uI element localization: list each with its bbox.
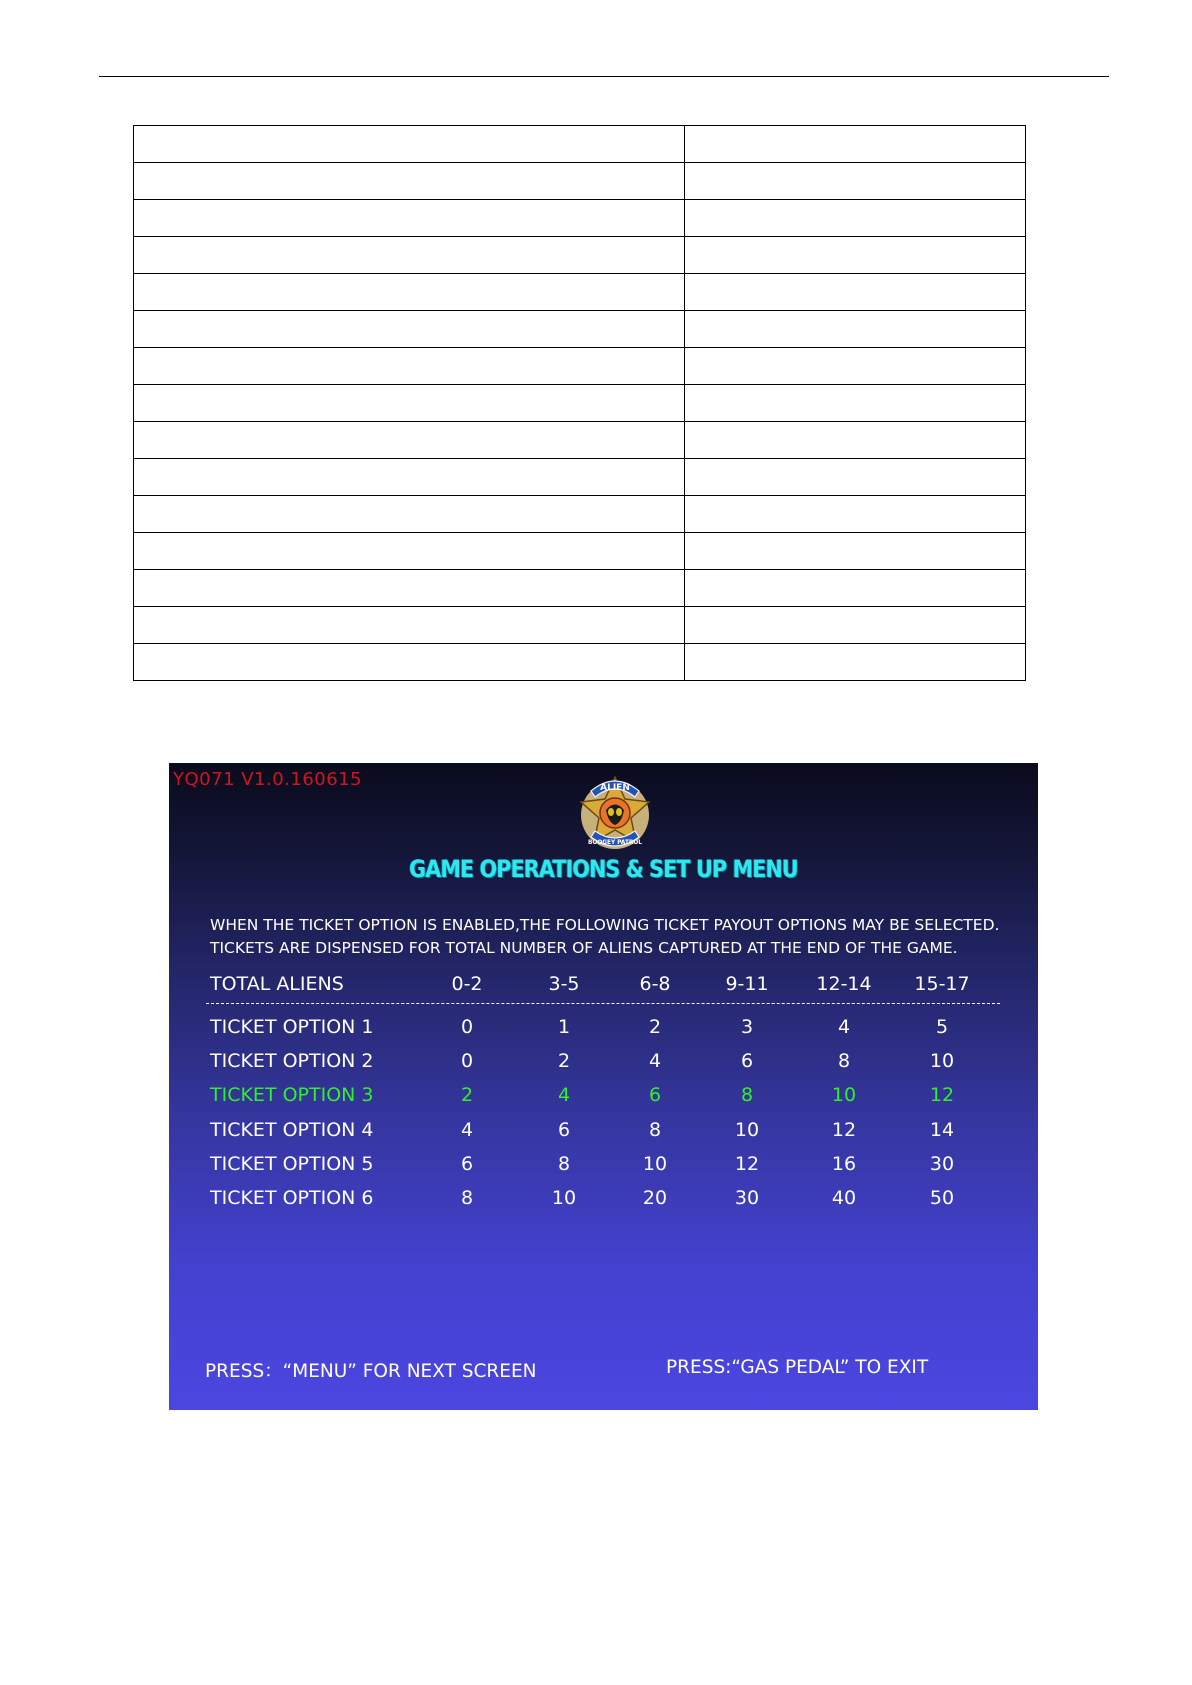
blank-table-cell bbox=[134, 644, 685, 681]
ticket-value: 20 bbox=[642, 1187, 668, 1209]
ticket-value: 0 bbox=[460, 1016, 474, 1038]
blank-table-cell bbox=[685, 422, 1026, 459]
version-label: YQ071 V1.0.160615 bbox=[173, 769, 363, 790]
info-line-2: TICKETS ARE DISPENSED FOR TOTAL NUMBER OF ALIENS CAPTURED AT THE END OF THE GAME. bbox=[210, 939, 958, 957]
blank-table-cell bbox=[685, 459, 1026, 496]
blank-table-row bbox=[134, 496, 1026, 533]
ticket-option-label: TICKET OPTION 3 bbox=[210, 1084, 374, 1106]
ticket-value: 4 bbox=[648, 1050, 662, 1072]
blank-table-cell bbox=[685, 607, 1026, 644]
ticket-option-label: TICKET OPTION 4 bbox=[210, 1119, 374, 1141]
ticket-value: 8 bbox=[557, 1153, 571, 1175]
blank-table-row bbox=[134, 459, 1026, 496]
blank-table-row bbox=[134, 126, 1026, 163]
blank-table-row bbox=[134, 607, 1026, 644]
blank-table-row bbox=[134, 533, 1026, 570]
ticket-value: 10 bbox=[831, 1084, 857, 1106]
ticket-value: 10 bbox=[642, 1153, 668, 1175]
ticket-value: 30 bbox=[929, 1153, 955, 1175]
ticket-value: 2 bbox=[648, 1016, 662, 1038]
blank-table-row bbox=[134, 274, 1026, 311]
ticket-value: 14 bbox=[929, 1119, 955, 1141]
game-setup-screen bbox=[169, 763, 1038, 1410]
ticket-value: 10 bbox=[734, 1119, 760, 1141]
range-header: 12-14 bbox=[816, 973, 872, 995]
ticket-value: 8 bbox=[648, 1119, 662, 1141]
alien-boogey-patrol-logo-icon bbox=[577, 769, 653, 855]
blank-table-cell bbox=[134, 348, 685, 385]
blank-table-cell bbox=[685, 570, 1026, 607]
ticket-option-row[interactable] bbox=[169, 1153, 1038, 1179]
ticket-value: 8 bbox=[837, 1050, 851, 1072]
ticket-value: 30 bbox=[734, 1187, 760, 1209]
ticket-value: 0 bbox=[460, 1050, 474, 1072]
ticket-value: 10 bbox=[929, 1050, 955, 1072]
table-header-row bbox=[169, 973, 1038, 999]
blank-table-cell bbox=[134, 496, 685, 533]
ticket-option-row-selected[interactable] bbox=[169, 1084, 1038, 1110]
blank-table-cell bbox=[134, 311, 685, 348]
ticket-option-row[interactable] bbox=[169, 1119, 1038, 1145]
ticket-info-text bbox=[210, 914, 999, 960]
ticket-value: 2 bbox=[557, 1050, 571, 1072]
page-header-rule bbox=[99, 76, 1109, 77]
blank-table-cell bbox=[685, 385, 1026, 422]
blank-table-cell bbox=[134, 570, 685, 607]
ticket-option-row[interactable] bbox=[169, 1016, 1038, 1042]
logo-bottom-text: BOOGEY PATROL bbox=[588, 840, 642, 846]
ticket-option-label: TICKET OPTION 5 bbox=[210, 1153, 374, 1175]
blank-table-cell bbox=[685, 348, 1026, 385]
blank-table-cell bbox=[134, 607, 685, 644]
ticket-value: 8 bbox=[460, 1187, 474, 1209]
range-header: 15-17 bbox=[914, 973, 970, 995]
blank-table-cell bbox=[685, 496, 1026, 533]
blank-table-row bbox=[134, 644, 1026, 681]
blank-table-body bbox=[134, 126, 1026, 681]
blank-table-row bbox=[134, 570, 1026, 607]
blank-table-cell bbox=[685, 126, 1026, 163]
blank-table-row bbox=[134, 163, 1026, 200]
ticket-value: 6 bbox=[740, 1050, 754, 1072]
header-divider bbox=[206, 1003, 1000, 1004]
ticket-value: 12 bbox=[831, 1119, 857, 1141]
ticket-value: 40 bbox=[831, 1187, 857, 1209]
total-aliens-header: TOTAL ALIENS bbox=[210, 973, 344, 995]
ticket-option-row[interactable] bbox=[169, 1050, 1038, 1076]
ticket-value: 50 bbox=[929, 1187, 955, 1209]
range-header: 3-5 bbox=[548, 973, 580, 995]
blank-table-cell bbox=[685, 237, 1026, 274]
blank-table-row bbox=[134, 348, 1026, 385]
ticket-value: 6 bbox=[557, 1119, 571, 1141]
ticket-value: 4 bbox=[837, 1016, 851, 1038]
ticket-option-row[interactable] bbox=[169, 1187, 1038, 1213]
blank-table-cell bbox=[685, 200, 1026, 237]
blank-table-cell bbox=[685, 311, 1026, 348]
ticket-value: 6 bbox=[460, 1153, 474, 1175]
ticket-option-label: TICKET OPTION 2 bbox=[210, 1050, 374, 1072]
menu-next-screen-hint: PRESS：“MENU” FOR NEXT SCREEN bbox=[205, 1361, 537, 1382]
ticket-value: 16 bbox=[831, 1153, 857, 1175]
blank-table-cell bbox=[134, 200, 685, 237]
blank-table-cell bbox=[685, 644, 1026, 681]
ticket-value: 5 bbox=[935, 1016, 949, 1038]
blank-table-cell bbox=[134, 459, 685, 496]
info-line-1: WHEN THE TICKET OPTION IS ENABLED,THE FOLLOWING TICKET PAYOUT OPTIONS MAY BE SELECTED. bbox=[210, 916, 1000, 934]
blank-table-cell bbox=[134, 163, 685, 200]
ticket-value: 4 bbox=[557, 1084, 571, 1106]
range-header: 6-8 bbox=[639, 973, 671, 995]
ticket-value: 10 bbox=[551, 1187, 577, 1209]
blank-table-cell bbox=[134, 533, 685, 570]
ticket-value: 8 bbox=[740, 1084, 754, 1106]
blank-table-cell bbox=[134, 237, 685, 274]
blank-table-cell bbox=[134, 385, 685, 422]
blank-table-row bbox=[134, 422, 1026, 459]
blank-table-cell bbox=[685, 274, 1026, 311]
logo-top-text: ALIEN bbox=[600, 783, 630, 793]
blank-settings-table bbox=[133, 125, 1026, 681]
blank-table-row bbox=[134, 385, 1026, 422]
blank-table-row bbox=[134, 311, 1026, 348]
blank-table-cell bbox=[685, 533, 1026, 570]
blank-table-row bbox=[134, 237, 1026, 274]
ticket-value: 2 bbox=[460, 1084, 474, 1106]
ticket-value: 4 bbox=[460, 1119, 474, 1141]
range-header: 9-11 bbox=[725, 973, 769, 995]
ticket-value: 12 bbox=[734, 1153, 760, 1175]
ticket-option-label: TICKET OPTION 1 bbox=[210, 1016, 374, 1038]
gas-pedal-exit-hint: PRESS:“GAS PEDAL” TO EXIT bbox=[666, 1357, 929, 1378]
ticket-value: 6 bbox=[648, 1084, 662, 1106]
ticket-option-label: TICKET OPTION 6 bbox=[210, 1187, 374, 1209]
blank-table-cell bbox=[134, 274, 685, 311]
ticket-value: 1 bbox=[557, 1016, 571, 1038]
blank-table-cell bbox=[685, 163, 1026, 200]
menu-title: GAME OPERATIONS & SET UP MENU bbox=[409, 855, 798, 883]
ticket-value: 12 bbox=[929, 1084, 955, 1106]
range-header: 0-2 bbox=[451, 973, 483, 995]
ticket-value: 3 bbox=[740, 1016, 754, 1038]
blank-table-row bbox=[134, 200, 1026, 237]
blank-table-cell bbox=[134, 126, 685, 163]
blank-table-cell bbox=[134, 422, 685, 459]
